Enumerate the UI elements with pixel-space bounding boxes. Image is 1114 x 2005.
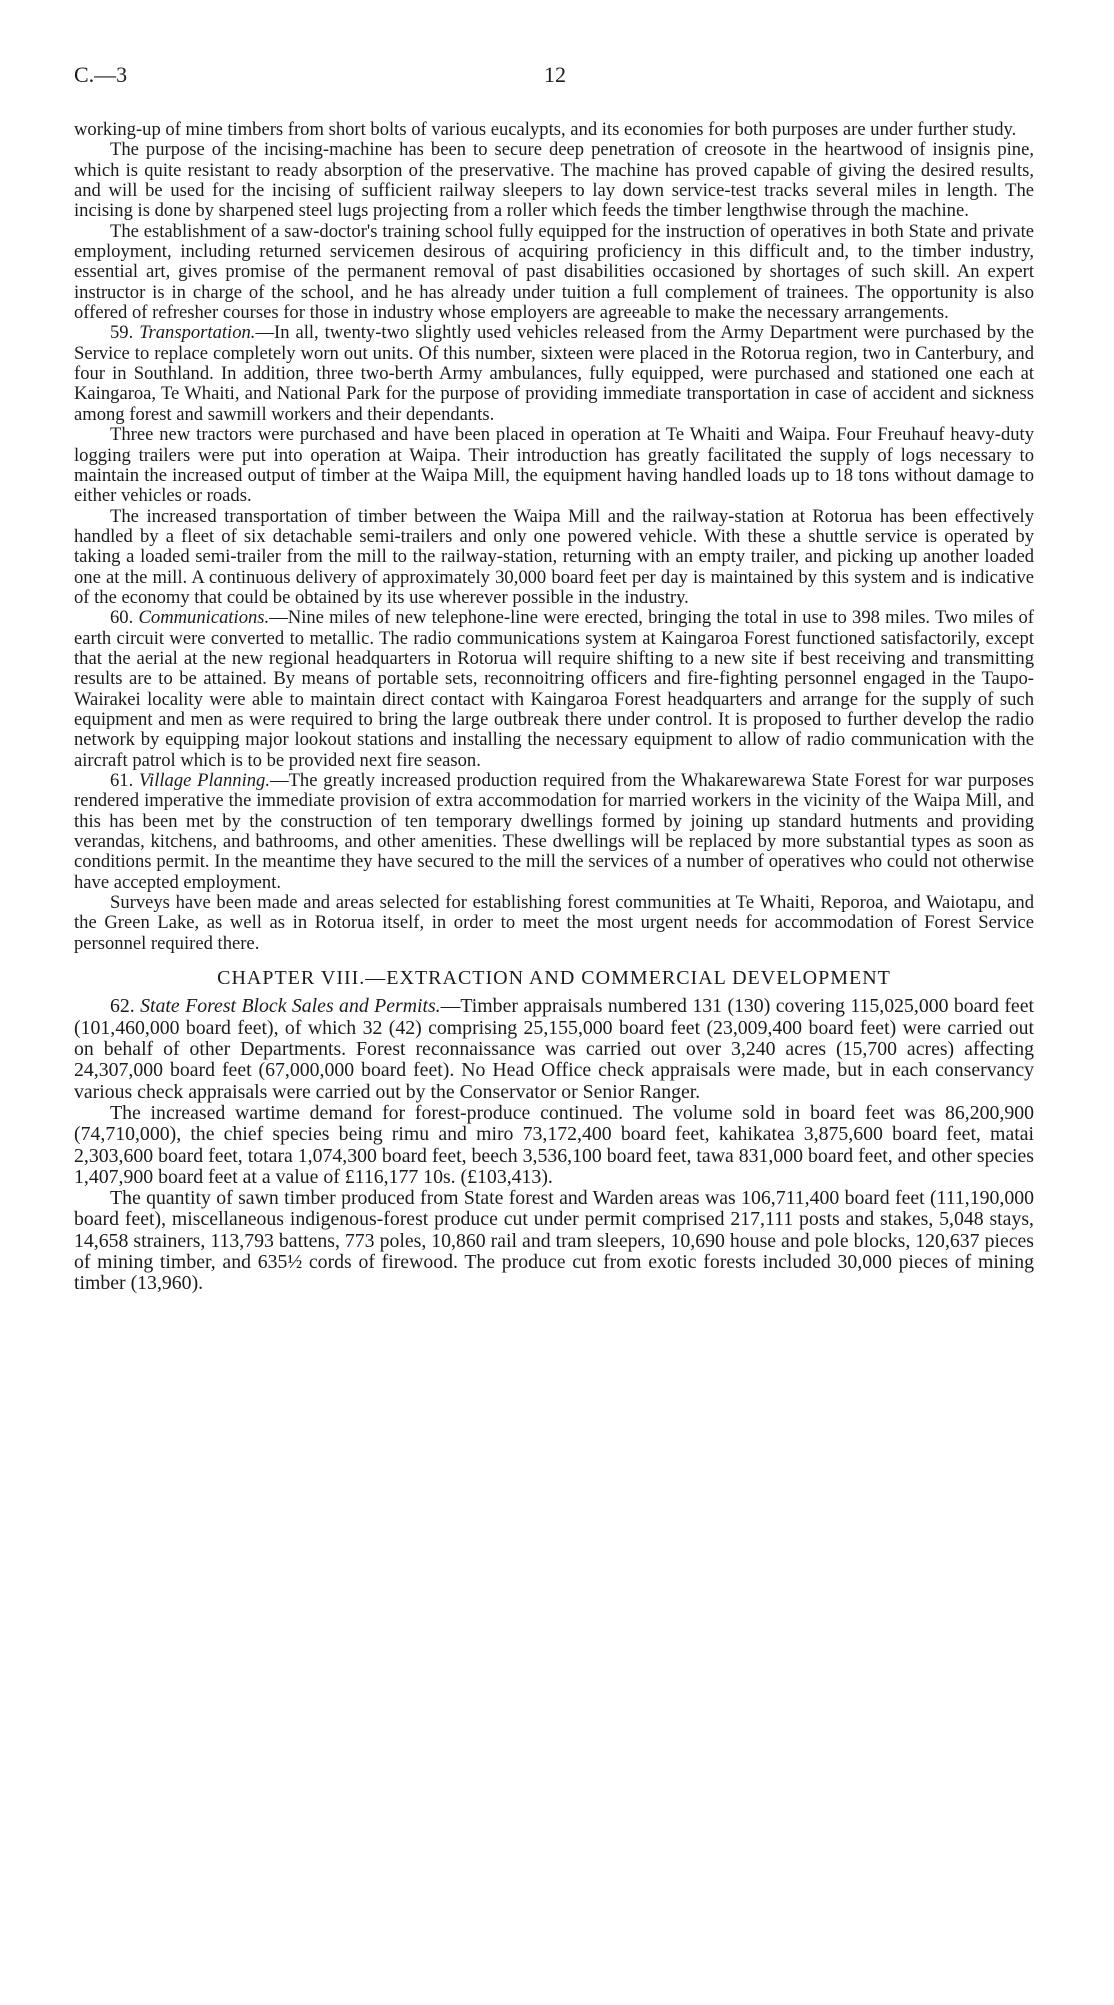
paragraph-text: —In all, twenty-two slightly used vehicles released from the Army Department were purchased by the Service to replace completely worn out units. Of this number, sixteen were placed in the Rotorua region, two in Canterbury, and four in Southland. In addition, three two-berth Army ambulances, fully equipped, were purchased and stationed one each at Kaingaroa, Te Whaiti, and National Park for the purpose of providing immediate transportation in case of accident and sickness among forest and sawmill workers and their dependants.: [74, 322, 1034, 425]
paragraph: The quantity of sawn timber produced from State forest and Warden areas was 106,711,400 board feet (111,190,000 board feet), miscellaneous indigenous-forest produce cut under permit comprised 217,111 posts and stakes, 5,048 stays, 14,658 strainers, 113,793 battens, 773 poles, 10,860 rail and tram sleepers, 10,690 house and pole blocks, 120,637 pieces of mining timber, and 635½ cords of firewood. The produce cut from exotic forests included 30,000 pieces of mining timber (13,960).: [74, 1187, 1034, 1295]
paragraph: working-up of mine timbers from short bolts of various eucalypts, and its economies for both purposes are under further study.: [74, 119, 1017, 140]
paragraph-text: —Nine miles of new telephone-line were erected, bringing the total in use to 398 miles. Two miles of earth circuit were converted to metallic. The radio communications system at Kaingaroa Forest functioned satisfactorily, except that the aerial at the new regional headquarters in Rotorua will require shifting to a new site if best receiving and transmitting results are to be attained. By means of portable sets, reconnoitring officers and fire-fighting personnel engaged in the Taupo-Wairakei locality were able to maintain direct contact with Kaingaroa Forest headquarters and arrange for the supply of such equipment and men as were required to bring the large outbreak there under control. It is proposed to further develop the radio network by equipping major lookout stations and installing the necessary equipment to allow of radio communication with the aircraft patrol which is to be provided next fire season.: [74, 607, 1035, 771]
paragraph-text: —Timber appraisals numbered 131 (130) covering 115,025,000 board feet (101,460,000 board feet), of which 32 (42) comprising 25,155,000 board feet (23,009,400 board feet) were carried out on behalf of other Departments. Forest reconnaissance was carried out over 3,240 acres (15,700 acres) affecting 24,307,000 board feet (67,000,000 board feet). No Head Office check appraisals were made, but in each conservancy various check appraisals were carried out by the Conservator or Senior Ranger.: [74, 995, 1034, 1103]
paragraph-number: 62.: [110, 995, 135, 1018]
paragraph-number: 59.: [110, 322, 134, 344]
paragraph-text: —The greatly increased production required from the Whakarewarewa State Forest for war purposes rendered imperative the immediate provision of extra accommodation for married workers in the vicinity of the Waipa Mill, and this has been met by the construction of ten temporary dwellings formed by joining up standard hutments and providing verandas, kitchens, and bathrooms, and other amenities. These dwellings will be replaced by more substantial types as soon as conditions permit. In the meantime they have secured to the mill the services of a number of operatives who could not otherwise have accepted employment.: [74, 770, 1034, 893]
page-number: 12: [544, 62, 566, 87]
chapter-section: [74, 996, 1034, 1294]
numbered-paragraph: [74, 996, 1034, 1102]
paragraph-number: 60.: [110, 607, 134, 629]
paragraph-number: 61.: [110, 770, 134, 791]
paragraph: The purpose of the incising-machine has been to secure deep penetration of creosote in the heartwood of insignis pine, which is quite resistant to ready absorption of the preservative. The machine has proved capable of giving the desired results, and will be used for the incising of sufficient railway sleepers to lay down service-test tracks several miles in length. The incising is done by sharpened steel lugs projecting from a roller which feeds the timber lengthwise through the machine.: [74, 139, 1034, 222]
numbered-paragraph: [74, 771, 1034, 893]
paragraph: The increased transportation of timber between the Waipa Mill and the railway-station at Rotorua has been effectively handled by a fleet of six detachable semi-trailers and only one powered vehicle. With these a shuttle service is operated by taking a loaded semi-trailer from the mill to the railway-station, returning with an empty trailer, and picking up another loaded one at the mill. A continuous delivery of approximately 30,000 board feet per day is maintained by this system and is indicative of the economy that could be obtained by its use wherever possible in the industry.: [74, 505, 1034, 608]
chapter-heading: CHAPTER VIII.—EXTRACTION AND COMMERCIAL DEVELOPMENT: [217, 967, 891, 990]
document-body: [74, 120, 1034, 1295]
paragraph: Three new tractors were purchased and have been placed in operation at Te Whaiti and Waipa. Four Freuhauf heavy-duty logging trailers were put into operation at Waipa. Their introduction has greatly facilitated the supply of logs necessary to maintain the increased output of timber at the Waipa Mill, the equipment having handled loads up to 18 tons without damage to either vehicles or roads.: [74, 424, 1034, 507]
numbered-paragraph: [74, 608, 1034, 771]
paragraph: The establishment of a saw-doctor's training school fully equipped for the instruction of operatives in both State and private employment, including returned servicemen desirous of acquiring proficiency in this difficult and, to the timber industry, essential art, gives promise of the permanent removal of past disabilities occasioned by shortages of such skill. An expert instructor is in charge of the school, and he has already under tuition a full complement of trainees. The opportunity is also offered of refresher courses for those in industry whose employers are agreeable to make the necessary arrangements.: [74, 220, 1034, 324]
numbered-paragraph: [74, 323, 1034, 425]
paragraph-heading: Village Planning.: [139, 770, 270, 791]
document-reference: C.—3: [74, 62, 128, 87]
page-header: [74, 62, 1034, 92]
paragraph: The increased wartime demand for forest-produce continued. The volume sold in board feet was 86,200,900 (74,710,000), the chief species being rimu and miro 73,172,400 board feet, kahikatea 3,875,600 board feet, matai 2,303,600 board feet, totara 1,074,300 board feet, beech 3,536,100 board feet, tawa 831,000 board feet, and other species 1,407,900 board feet at a value of £116,177 10s. (£103,413).: [74, 1101, 1034, 1188]
paragraph-heading: Transportation.: [139, 322, 256, 344]
paragraph-heading: State Forest Block Sales and Permits.: [140, 995, 441, 1018]
paragraph-heading: Communications.: [138, 607, 270, 629]
paragraph: Surveys have been made and areas selected for establishing forest communities at Te Whaiti, Reporoa, and Waiotapu, and the Green Lake, as well as in Rotorua itself, in order to meet the most urgent needs for accommodation of Forest Service personnel required there.: [74, 892, 1034, 954]
